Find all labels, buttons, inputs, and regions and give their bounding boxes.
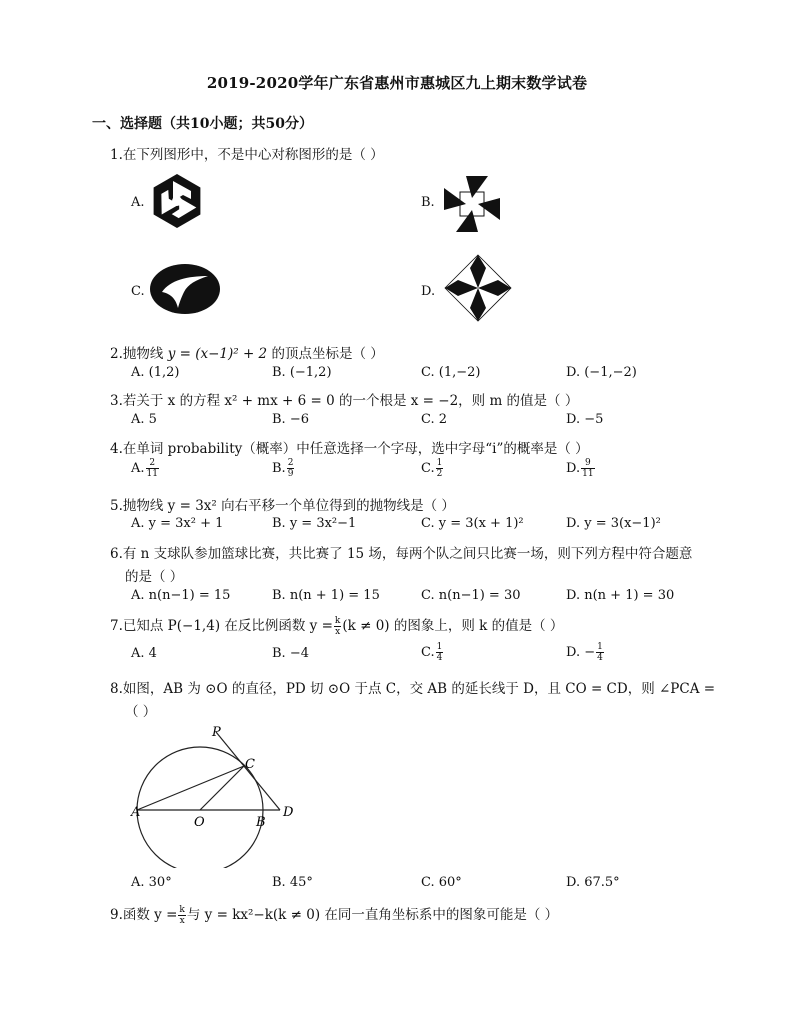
question-text: 在单词 probability（概率）中任意选择一个字母，选中字母“i”的概率是（ ） [122, 441, 589, 457]
option-label: C. [421, 645, 435, 660]
four-petal-figure [442, 252, 514, 324]
option-d[interactable] [566, 458, 596, 479]
option-a[interactable]: A. 5 [131, 412, 157, 427]
option-b[interactable]: B. 45° [272, 875, 313, 890]
point-label-a: A [131, 805, 141, 820]
option-d-label: D. [421, 284, 436, 299]
option-a-label: A. [131, 195, 145, 210]
option-a[interactable]: A. y = 3x² + 1 [131, 516, 224, 531]
question-1 [110, 143, 384, 163]
circle-tangent-figure [120, 718, 310, 868]
question-number: 6. [110, 546, 123, 562]
option-c[interactable] [421, 458, 444, 479]
option-c[interactable]: C. y = 3(x + 1)² [421, 516, 524, 531]
option-c[interactable] [421, 642, 444, 663]
question-7 [110, 614, 563, 637]
question-text: 已知点 P(−1,4) 在反比例函数 y = [122, 618, 333, 634]
option-label: C. [421, 461, 435, 476]
fraction: $\frac{9}{11}$ [582, 458, 594, 479]
question-2 [110, 342, 384, 362]
point-label-o: O [194, 815, 205, 830]
fraction: $\frac{k}{x}$ [334, 616, 341, 637]
option-d[interactable]: D. (−1,−2) [566, 365, 637, 380]
option-label: D. [566, 461, 581, 476]
question-text: 函数 y = [122, 907, 178, 923]
question-text: 的顶点坐标是（ ） [271, 346, 384, 362]
fraction: $\frac{1}{4}$ [597, 642, 603, 663]
fraction: $\frac{1}{4}$ [436, 642, 443, 663]
option-d[interactable]: D. 67.5° [566, 875, 620, 890]
point-label-p: P [212, 725, 221, 740]
option-b[interactable]: B. (−1,2) [272, 365, 332, 380]
formula: y = (x−1)² + 2 [167, 346, 268, 362]
question-number: 1. [110, 147, 123, 163]
question-text: 如图，AB 为 ⊙O 的直径，PD 切 ⊙O 于点 C，交 AB 的延长线于 D，且 CO = CD，则 ∠PCA = [122, 681, 716, 697]
question-text: (k ≠ 0) 的图象上，则 k 的值是（ ） [342, 618, 564, 634]
option-a[interactable] [131, 646, 157, 661]
question-8 [110, 677, 715, 697]
option-d[interactable]: D. y = 3(x−1)² [566, 516, 661, 531]
option-c[interactable]: C. 60° [421, 875, 462, 890]
question-text: 抛物线 [122, 346, 164, 362]
option-d[interactable]: D. −5 [566, 412, 604, 427]
section-heading: 一、选择题（共10小题；共50分） [92, 116, 313, 132]
option-b[interactable]: B. n(n + 1) = 15 [272, 588, 380, 603]
question-number: 8. [110, 681, 123, 697]
option-b[interactable]: B. −6 [272, 412, 309, 427]
page-title: 2019-2020学年广东省惠州市惠城区九上期末数学试卷 [206, 74, 588, 92]
question-6 [110, 542, 692, 562]
question-text: 若关于 x 的方程 x² + mx + 6 = 0 的一个根是 x = −2，则 m 的值是（ ） [122, 393, 579, 409]
option-b[interactable]: B. y = 3x²−1 [272, 516, 357, 531]
option-label: A. 4 [131, 646, 157, 661]
question-number: 3. [110, 393, 123, 409]
question-3 [110, 389, 578, 409]
question-text: 抛物线 y = 3x² 向右平移一个单位得到的抛物线是（ ） [122, 498, 455, 514]
question-8-continued: （ ） [125, 704, 157, 720]
option-a[interactable]: A. n(n−1) = 15 [131, 588, 231, 603]
question-number: 4. [110, 441, 123, 457]
option-a[interactable]: A. (1,2) [131, 365, 180, 380]
question-5 [110, 494, 455, 514]
option-b[interactable] [272, 646, 309, 661]
question-text: 有 n 支球队参加篮球比赛，共比赛了 15 场，每两个队之间只比赛一场，则下列方程中符合题意 [122, 546, 693, 562]
pinwheel-square-figure [440, 172, 504, 236]
question-text: 在下列图形中，不是中心对称图形的是（ ） [122, 147, 384, 163]
hexagon-swirl-figure [148, 172, 206, 230]
question-4 [110, 437, 589, 457]
question-6-continued: 的是（ ） [125, 569, 184, 585]
option-a[interactable] [131, 458, 160, 479]
option-c[interactable]: C. n(n−1) = 30 [421, 588, 521, 603]
option-a[interactable]: A. 30° [131, 875, 172, 890]
fraction: $\frac{2}{11}$ [146, 458, 158, 479]
point-label-b: B [256, 815, 266, 830]
option-label: A. [131, 461, 145, 476]
option-label: D. − [566, 645, 596, 660]
option-b-label: B. [421, 195, 435, 210]
question-text: 与 y = kx²−k(k ≠ 0) 在同一直角坐标系中的图象可能是（ ） [186, 907, 559, 923]
question-number: 5. [110, 498, 123, 514]
option-c[interactable]: C. 2 [421, 412, 448, 427]
question-9 [110, 903, 558, 926]
question-number: 9. [110, 907, 123, 923]
fraction: $\frac{1}{2}$ [436, 458, 443, 479]
question-number: 2. [110, 346, 123, 362]
option-b[interactable] [272, 458, 295, 479]
ellipse-logo-figure [148, 262, 222, 316]
option-c-label: C. [131, 284, 145, 299]
option-d[interactable]: D. n(n + 1) = 30 [566, 588, 675, 603]
option-d[interactable] [566, 642, 605, 663]
fraction: $\frac{2}{9}$ [287, 458, 294, 479]
point-label-c: C [245, 757, 255, 772]
question-number: 7. [110, 618, 123, 634]
point-label-d: D [283, 805, 294, 820]
fraction: $\frac{k}{x}$ [179, 905, 185, 926]
option-label: B. −4 [272, 646, 309, 661]
option-label: B. [272, 461, 286, 476]
option-c[interactable]: C. (1,−2) [421, 365, 481, 380]
